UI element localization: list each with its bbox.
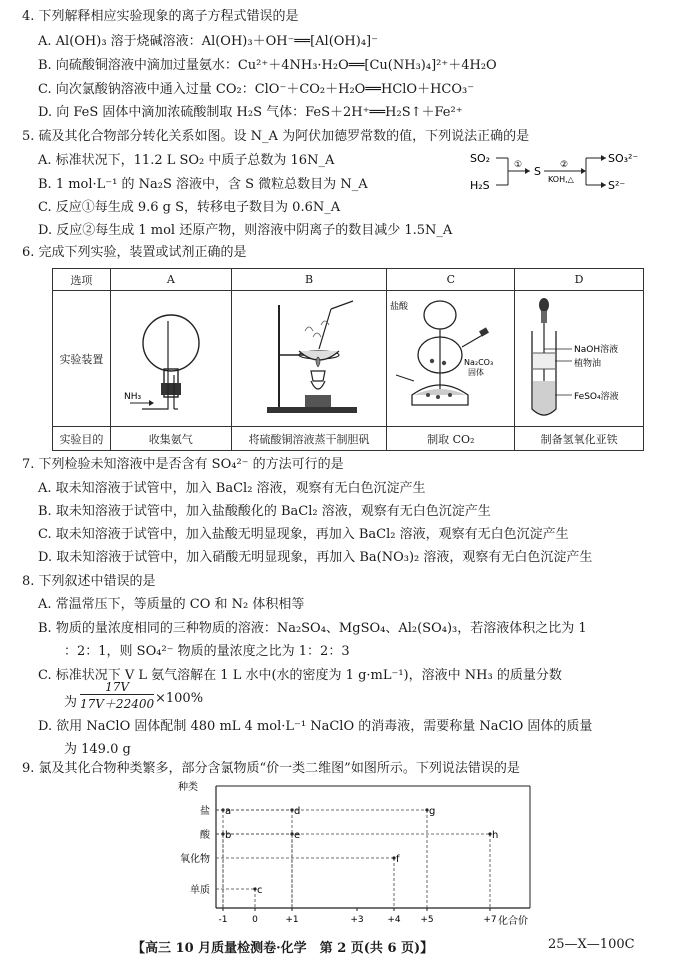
q8-option-b-line1: B. 物质的量浓度相同的三种物质的溶液：Na₂SO₄、MgSO₄、Al₂(SO₄)₃，若溶液体积之比为 1 <box>38 621 587 636</box>
purpose-b: 将硫酸铜溶液蒸干制胆矾 <box>231 427 387 451</box>
q4-option-c: C. 向次氯酸钠溶液中通入过量 CO₂：ClO⁻＋CO₂＋H₂O══HClO＋HCO₃⁻ <box>38 82 475 97</box>
scheme-r2: ② <box>560 160 569 170</box>
label-solid: 固体 <box>468 368 485 377</box>
q8-option-d-line2: 为 149.0 g <box>64 742 131 757</box>
x-tick-label: +5 <box>420 915 434 925</box>
x-tick-label: -1 <box>218 915 228 925</box>
apparatus-a <box>110 291 231 427</box>
evaporation-figure <box>233 291 385 423</box>
label-oil: 植物油 <box>574 359 602 369</box>
scheme-cond: KOH,△ <box>548 175 574 184</box>
y-category-label: 盐 <box>200 806 210 817</box>
purpose-a: 收集氨气 <box>110 427 231 451</box>
point-label-a: a <box>225 806 232 817</box>
q7-option-d: D. 取未知溶液于试管中，加入硝酸无明显现象，再加入 Ba(NO₃)₂ 溶液，观察有无白色沉淀产生 <box>38 550 593 565</box>
table-header-a: A <box>110 269 231 291</box>
point-label-g: g <box>429 806 436 817</box>
scheme-s2: S²⁻ <box>608 179 626 192</box>
label-nh3: NH₃ <box>123 392 141 402</box>
q8-option-d-line1: D. 欲用 NaClO 固体配制 480 mL 4 mol·L⁻¹ NaClO 的消毒液，需要称量 NaClO 固体的质量 <box>38 719 593 734</box>
purpose-d: 制备氢氧化亚铁 <box>515 427 644 451</box>
x-tick-label: +3 <box>350 915 364 925</box>
x-tick-label: +1 <box>285 915 299 925</box>
scheme-so2: SO₂ <box>470 152 491 165</box>
q4-stem: 4. 下列解释相应实验现象的离子方程式错误的是 <box>22 9 299 24</box>
experiment-table <box>52 268 644 451</box>
q5-option-b: B. 1 mol·L⁻¹ 的 Na₂S 溶液中，含 S 微粒总数目为 N_A <box>38 177 368 192</box>
valence-type-chart <box>150 778 570 926</box>
label-naoh: NaOH溶液 <box>574 345 619 355</box>
mass-fraction <box>80 680 154 712</box>
table-header-b: B <box>231 269 387 291</box>
point-label-h: h <box>492 830 499 841</box>
fraction-numerator: 17V <box>80 680 154 695</box>
row-label-apparatus: 实验装置 <box>53 291 111 427</box>
purpose-c: 制取 CO₂ <box>387 427 515 451</box>
q4-option-b: B. 向硫酸铜溶液中滴加过量氨水：Cu²⁺＋4NH₃·H₂O══[Cu(NH₃)₄]²⁺＋4H₂O <box>38 58 497 73</box>
q4-option-d: D. 向 FeS 固体中滴加浓硫酸制取 H₂S 气体：FeS＋2H⁺══H₂S↑＋Fe²⁺ <box>38 105 463 120</box>
ammonia-flask-figure <box>112 291 230 423</box>
q8-stem: 8. 下列叙述中错误的是 <box>22 574 156 589</box>
row-label-purpose: 实验目的 <box>53 427 111 451</box>
apparatus-c <box>387 291 515 427</box>
label-feso4: FeSO₄溶液 <box>574 392 619 402</box>
point-label-b: b <box>225 830 232 841</box>
q8-option-c-line1: C. 标准状况下 V L 氨气溶解在 1 L 水中(水的密度为 1 g·mL⁻¹)，溶液中 NH₃ 的质量分数 <box>38 668 562 683</box>
q5-option-a: A. 标准状况下，11.2 L SO₂ 中质子总数为 16N_A <box>38 153 335 168</box>
footer-title: 【高三 10 月质量检测卷·化学 第 2 页(共 6 页)】 <box>132 941 434 956</box>
q8-option-a: A. 常温常压下，等质量的 CO 和 N₂ 体积相等 <box>38 597 305 612</box>
q8-option-c-prefix: 为 <box>64 695 78 710</box>
fraction-denominator: 17V＋22400 <box>80 697 155 711</box>
y-category-label: 酸 <box>200 830 210 841</box>
table-header-d: D <box>515 269 644 291</box>
x-tick-label: +4 <box>387 915 401 925</box>
q5-option-c: C. 反应①每生成 9.6 g S，转移电子数目为 0.6N_A <box>38 200 341 215</box>
x-tick-label: 0 <box>252 915 258 925</box>
x-axis-title: 化合价 <box>498 916 528 926</box>
apparatus-d <box>515 291 644 427</box>
table-header-c: C <box>387 269 515 291</box>
q4-option-a: A. Al(OH)₃ 溶于烧碱溶液：Al(OH)₃＋OH⁻══[Al(OH)₄]⁻ <box>38 34 378 49</box>
footer-code: 25—X—100C <box>548 937 635 952</box>
y-category-label: 氧化物 <box>180 854 210 865</box>
q6-stem: 6. 完成下列实验，装置或试剂正确的是 <box>22 245 247 260</box>
point-label-e: e <box>294 830 301 841</box>
scheme-s: S <box>534 165 541 178</box>
scheme-r1: ① <box>514 160 523 170</box>
apparatus-b <box>231 291 387 427</box>
kipp-apparatus-figure <box>388 291 513 423</box>
sulfur-scheme <box>468 148 653 194</box>
ferrous-hydroxide-figure <box>516 291 642 423</box>
label-na2co3: Na₂CO₃ <box>464 358 494 367</box>
y-axis-title: 种类 <box>178 782 198 793</box>
scheme-so3: SO₃²⁻ <box>608 152 639 165</box>
y-category-label: 单质 <box>190 885 210 896</box>
point-label-d: d <box>294 806 301 817</box>
q5-option-d: D. 反应②每生成 1 mol 还原产物，则溶液中阴离子的数目减少 1.5N_A <box>38 223 453 238</box>
scheme-h2s: H₂S <box>470 179 490 192</box>
q7-stem: 7. 下列检验未知溶液中是否含有 SO₄²⁻ 的方法可行的是 <box>22 457 344 472</box>
q5-stem: 5. 硫及其化合物部分转化关系如图。设 N_A 为阿伏加德罗常数的值，下列说法正确的是 <box>22 129 530 144</box>
point-label-c: c <box>257 885 263 896</box>
q7-option-b: B. 取未知溶液于试管中，加入盐酸酸化的 BaCl₂ 溶液，观察有无白色沉淀产生 <box>38 504 491 519</box>
q9-stem: 9. 氯及其化合物种类繁多，部分含氯物质“价一类二维图”如图所示。下列说法错误的是 <box>22 761 520 776</box>
percent-suffix: ×100% <box>155 691 204 706</box>
q7-option-a: A. 取未知溶液于试管中，加入 BaCl₂ 溶液，观察有无白色沉淀产生 <box>38 481 426 496</box>
label-hcl: 盐酸 <box>390 302 409 312</box>
q7-option-c: C. 取未知溶液于试管中，加入盐酸无明显现象，再加入 BaCl₂ 溶液，观察有无白色沉淀产生 <box>38 527 569 542</box>
q8-option-b-line2: ：2：1，则 SO₄²⁻ 物质的量浓度之比为 1：2：3 <box>64 644 350 659</box>
point-label-f: f <box>396 854 400 865</box>
x-tick-label: +7 <box>483 915 497 925</box>
table-header-option: 选项 <box>53 269 111 291</box>
